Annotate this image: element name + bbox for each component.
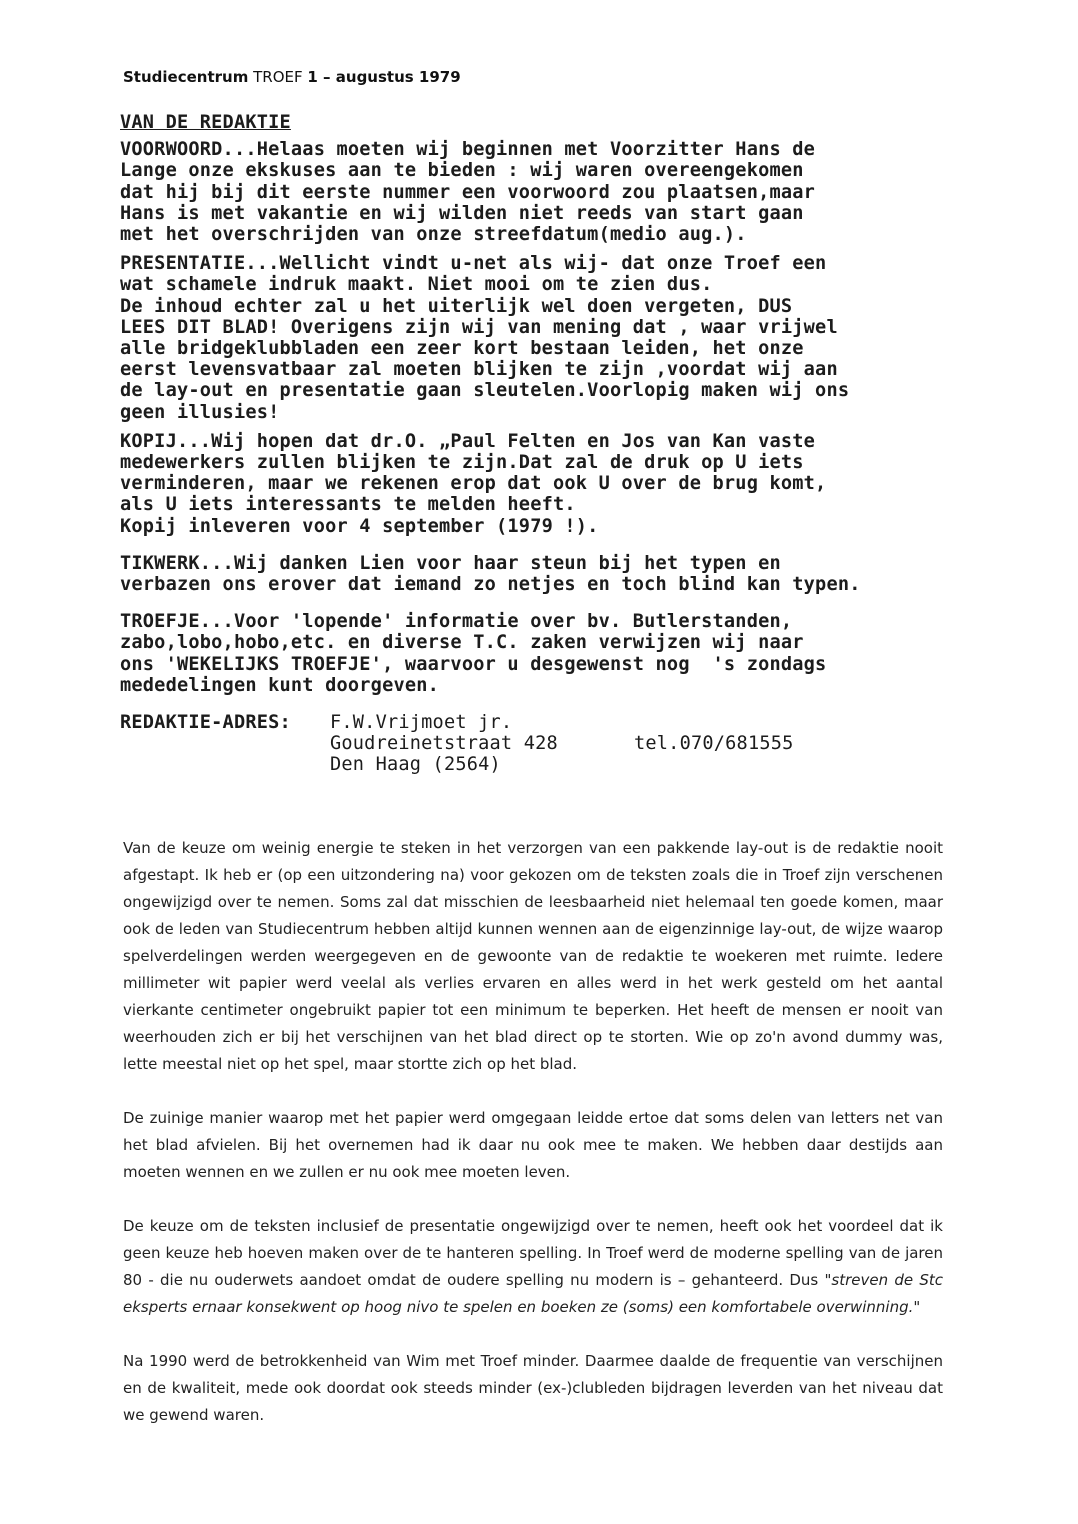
kopij-line: KOPIJ...Wij hopen dat dr.O. „Paul Felten en Jos van Kan vaste (120, 430, 816, 452)
section-kopij (120, 431, 960, 537)
kopij-line: verminderen, maar we rekenen erop dat ook U over de brug komt, (120, 473, 827, 495)
section-redaktie-adres (120, 712, 960, 776)
paragraph-2: De zuinige manier waarop met het papier werd omgegaan leidde ertoe dat soms delen van letters net van het blad afvielen. Bij het overnemen had ik daar nu ook mee te maken. We hebben daar destijds aan moeten wennen en we zullen er nu ook mee moeten leven. (123, 1109, 943, 1181)
section-troefje (120, 611, 960, 696)
tikwerk-line: verbazen ons erover dat iemand zo netjes en toch blind kan typen. (120, 574, 861, 596)
address-name: F.W.Vrijmoet jr. (330, 712, 513, 734)
troefje-line: mededelingen kunt doorgeven. (120, 674, 440, 696)
presentatie-line: PRESENTATIE...Wellicht vindt u-net als wij- dat onze Troef een (120, 253, 827, 275)
presentatie-line: de lay-out en presentatie gaan sleutelen.Voorlopig maken wij ons (120, 380, 850, 402)
kopij-line: Kopij inleveren voor 4 september (1979 !). (120, 515, 599, 537)
commentary-text (123, 835, 943, 1429)
header-issue-date: 1 – augustus 1979 (307, 68, 461, 86)
header-troef: TROEF (253, 68, 303, 86)
paragraph-4: Na 1990 werd de betrokkenheid van Wim met Troef minder. Daarmee daalde de frequentie van verschijnen en de kwaliteit, mede ook doordat ook steeds minder (ex-)clubleden bijdragen leverden van het niveau dat we gewend waren. (123, 1352, 943, 1424)
typewritten-scan (120, 112, 960, 776)
troefje-line: zabo,lobo,hobo,etc. en diverse T.C. zaken verwijzen wij naar (120, 632, 804, 654)
voorwoord-line: Hans is met vakantie en wij wilden niet reeds van start gaan (120, 202, 804, 224)
paragraph-3-quote: streven de Stc eksperts ernaar konsekwent op hoog nivo te spelen en boeken ze (soms) een komfortabele overwinning. (123, 1271, 943, 1316)
scan-title: VAN DE REDAKTIE (120, 112, 291, 133)
paragraph-3 (123, 1213, 943, 1321)
section-voorwoord (120, 139, 960, 245)
voorwoord-line: VOORWOORD...Helaas moeten wij beginnen met Voorzitter Hans de (120, 139, 816, 161)
presentatie-line: eerst levensvatbaar zal moeten blijken te zijn ,voordat wij aan (120, 359, 838, 381)
paragraph-3-text: De keuze om de teksten inclusief de presentatie ongewijzigd over te nemen, heeft ook het voordeel dat ik geen keuze heb hoeven maken over de te hanteren spelling. In Troef werd de moderne spelling van de jaren 80 - die nu ouderwets aandoet omdat de oudere spelling nu modern is – gehanteerd. Dus " (123, 1217, 943, 1289)
presentatie-line: geen illusies! (120, 401, 280, 423)
voorwoord-line: dat hij bij dit eerste nummer een voorwoord zou plaatsen,maar (120, 181, 816, 203)
troefje-line: ons 'WEKELIJKS TROEFJE', waarvoor u desgewenst nog 's zondags (120, 653, 827, 675)
page-header (123, 68, 461, 86)
troefje-line: TROEFJE...Voor 'lopende' informatie over bv. Butlerstanden, (120, 611, 793, 633)
paragraph-1: Van de keuze om weinig energie te steken in het verzorgen van een pakkende lay-out is de redaktie nooit afgestapt. Ik heb er (op een uitzondering na) voor gekozen om de teksten zoals die in Troef zijn verschenen ongewijzigd over te nemen. Soms zal dat misschien de leesbaarheid niet helemaal ten goede komen, maar ook de leden van Studiecentrum hebben altijd kunnen wennen aan de eigenzinnige lay-out, de wijze waarop spelverdelingen werden weergegeven en de gewoonte van de redaktie te woekeren met ruimte. Iedere millimeter wit papier werd veelal als verlies ervaren en alles werd in het werk gesteld om het aantal vierkante centimeter ongebruikt papier tot een minimum te beperken. Het heeft de mensen er nooit van weerhouden zich er bij het verschijnen van het blad direct op te storten. Wie op zo'n avond dummy was, lette meestal niet op het spel, maar stortte zich op het blad. (123, 839, 943, 1073)
presentatie-line: LEES DIT BLAD! Overigens zijn wij van mening dat , waar vrijwel (120, 316, 838, 338)
paragraph-3-quote-end: " (913, 1298, 921, 1316)
presentatie-line: wat schamele indruk maakt. Niet mooi om te zien dus. (120, 274, 713, 296)
address-label: REDAKTIE-ADRES: (120, 712, 291, 734)
presentatie-line: alle bridgeklubbladen een zeer kort bestaan leiden, het onze (120, 338, 804, 360)
voorwoord-line: Lange onze ekskuses aan te bieden : wij waren overeengekomen (120, 160, 804, 182)
tikwerk-line: TIKWERK...Wij danken Lien voor haar steun bij het typen en (120, 552, 781, 574)
section-tikwerk (120, 553, 960, 595)
header-studiecentrum: Studiecentrum (123, 68, 249, 86)
address-city: Den Haag (2564) (330, 754, 501, 776)
address-street: Goudreinetstraat 428 (330, 733, 558, 755)
section-presentatie (120, 253, 960, 423)
address-phone: tel.070/681555 (634, 733, 794, 755)
kopij-line: medewerkers zullen blijken te zijn.Dat zal de druk op U iets (120, 452, 804, 474)
voorwoord-line: met het overschrijden van onze streefdatum(medio aug.). (120, 224, 747, 246)
kopij-line: als U iets interessants te melden heeft. (120, 494, 576, 516)
presentatie-line: De inhoud echter zal u het uiterlijk wel doen vergeten, DUS (120, 295, 793, 317)
